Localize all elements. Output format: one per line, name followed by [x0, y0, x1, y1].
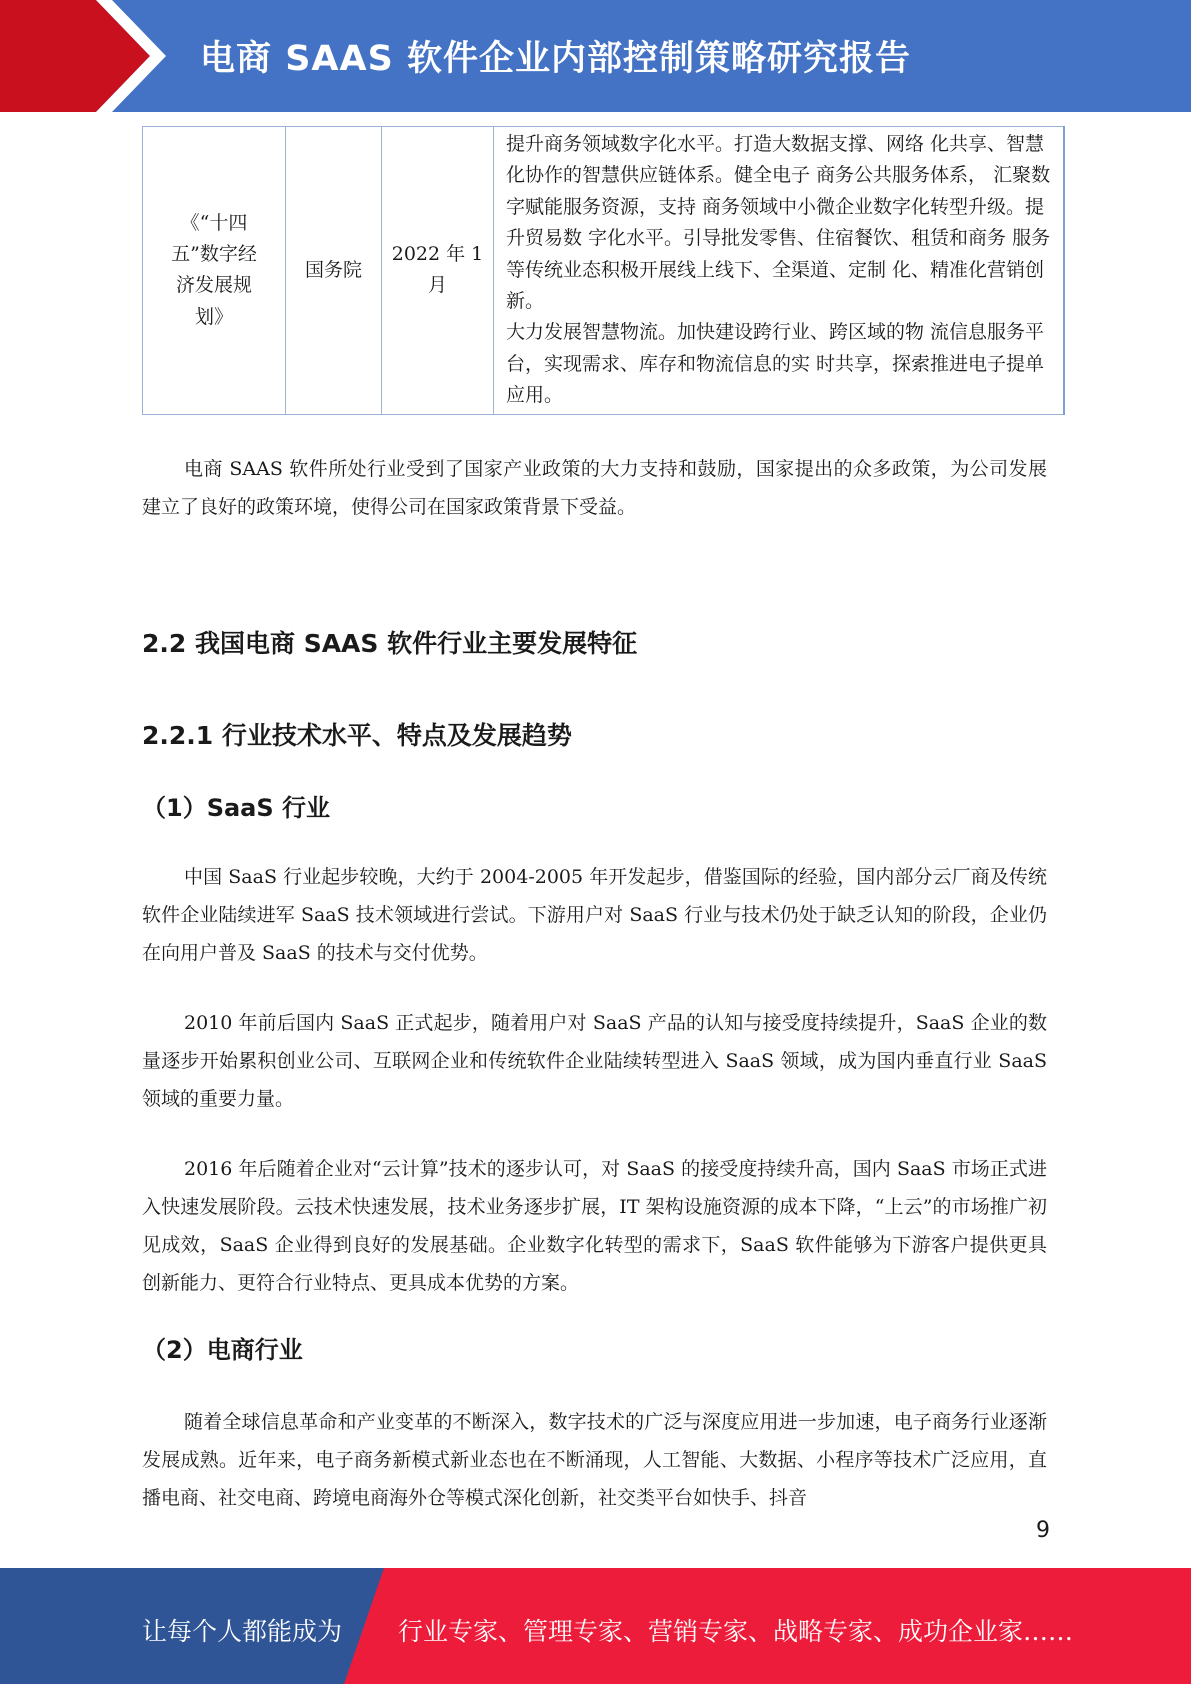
- subsubsection-heading: （1）SaaS 行业: [142, 794, 331, 822]
- policy-name: 《“十四五”数字经济发展规划》: [171, 211, 257, 328]
- header-title-text: 电商 SAAS 软件企业内部控制策略研究报告: [200, 39, 911, 79]
- policy-issuer-cell: [286, 127, 382, 415]
- policy-table: [142, 126, 1065, 415]
- page-footer: [0, 1568, 1191, 1684]
- policy-content-cell: [494, 127, 1064, 415]
- footer-slogan-left: 让每个人都能成为: [142, 1617, 343, 1646]
- body-paragraph: 2010 年前后国内 SaaS 正式起步，随着用户对 SaaS 产品的认知与接受度持续提升，SaaS 企业的数量逐步开始累积创业公司、互联网企业和传统软件企业陆续转型进入 SaaS 领域，成为国内垂直行业 SaaS 领域的重要力量。: [142, 1012, 1047, 1110]
- policy-name-cell: [143, 127, 286, 415]
- subsection-heading: 2.2.1 行业技术水平、特点及发展趋势: [142, 721, 572, 750]
- page-number: 9: [1036, 1518, 1050, 1543]
- body-paragraph: 2016 年后随着企业对“云计算”技术的逐步认可，对 SaaS 的接受度持续升高，国内 SaaS 市场正式进入快速发展阶段。云技术快速发展，技术业务逐步扩展，IT 架构设施资源的成本下降，“上云”的市场推广初见成效，SaaS 企业得到良好的发展基础。企业数字化转型的需求下，SaaS 软件能够为下游客户提供更具创新能力、更符合行业特点、更具成本优势的方案。: [142, 1158, 1047, 1294]
- policy-content-paragraph: 大力发展智慧物流。加快建设跨行业、跨区域的物 流信息服务平台，实现需求、库存和物流信息的实 时共享，探索推进电子提单应用。: [506, 321, 1045, 407]
- header-title: [160, 26, 1191, 86]
- body-paragraph: 电商 SAAS 软件所处行业受到了国家产业政策的大力支持和鼓励，国家提出的众多政策，为公司发展建立了良好的政策环境，使得公司在国家政策背景下受益。: [142, 458, 1047, 518]
- policy-content-paragraph: 提升商务领域数字化水平。打造大数据支撑、网络 化共享、智慧化协作的智慧供应链体系。健全电子 商务公共服务体系， 汇聚数字赋能服务资源，支持 商务领域中小微企业数字化转型升级。提升贸易数 字化水平。引导批发零售、住宿餐饮、租赁和商务 服务等传统业态积极开展线上线下、全渠道、定制 化、精准化营销创新。: [506, 133, 1051, 313]
- section-heading: 2.2 我国电商 SAAS 软件行业主要发展特征: [142, 629, 638, 658]
- subsubsection-heading: （2）电商行业: [142, 1336, 303, 1364]
- body-paragraph: 随着全球信息革命和产业变革的不断深入，数字技术的广泛与深度应用进一步加速，电子商务行业逐渐发展成熟。近年来，电子商务新模式新业态也在不断涌现，人工智能、大数据、小程序等技术广泛应用，直播电商、社交电商、跨境电商海外仓等模式深化创新，社交类平台如快手、抖音: [142, 1411, 1047, 1509]
- body-paragraph: 中国 SaaS 行业起步较晚，大约于 2004-2005 年开发起步，借鉴国际的经验，国内部分云厂商及传统软件企业陆续进军 SaaS 技术领域进行尝试。下游用户对 SaaS 行业与技术仍处于缺乏认知的阶段，企业仍在向用户普及 SaaS 的技术与交付优势。: [142, 866, 1047, 964]
- policy-date: 2022 年 1 月: [391, 242, 484, 297]
- footer-slogan-right: 行业专家、管理专家、营销专家、战略专家、成功企业家……: [398, 1617, 1074, 1646]
- table-row: [143, 127, 1064, 415]
- policy-date-cell: [382, 127, 494, 415]
- page-header: [0, 0, 1191, 112]
- policy-issuer: 国务院: [304, 258, 362, 281]
